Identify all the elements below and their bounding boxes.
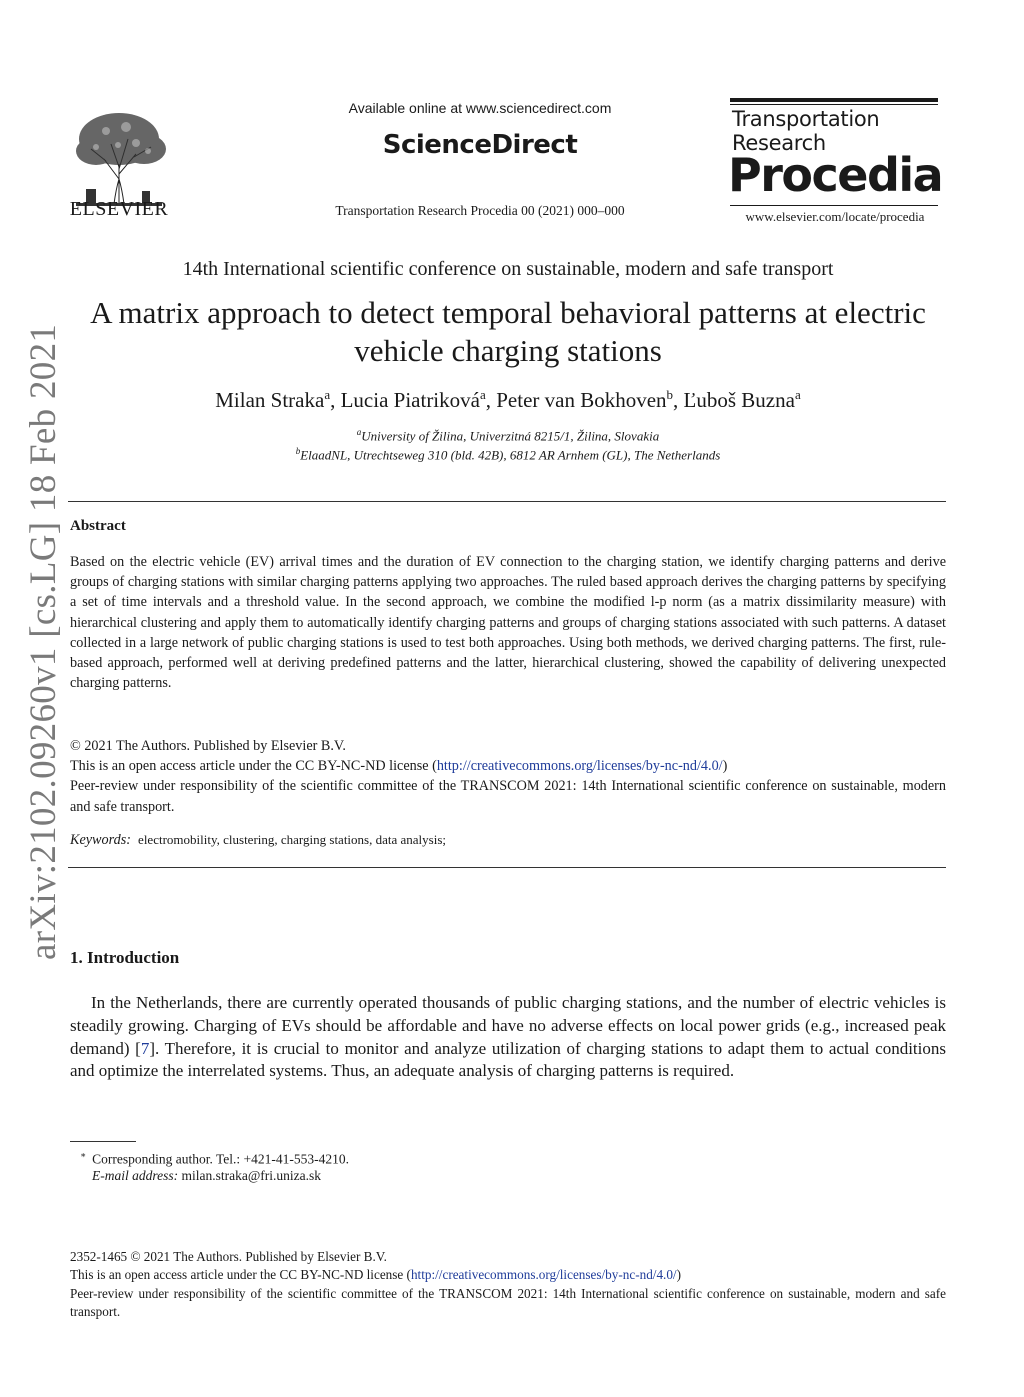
- citation-link[interactable]: 7: [140, 1038, 150, 1058]
- journal-url[interactable]: www.elsevier.com/locate/procedia: [745, 209, 925, 224]
- publisher-name: ELSEVIER: [69, 198, 169, 220]
- journal-citation-line: Transportation Research Procedia 00 (2021) 000–000: [335, 203, 625, 218]
- footnote-corresponding-text: Corresponding author. Tel.: +421-41-553-4210.: [92, 1151, 350, 1167]
- copyright-block: [70, 736, 946, 817]
- keywords-label: Keywords:: [70, 832, 131, 848]
- sciencedirect-logo: ScienceDirect: [382, 130, 578, 160]
- arxiv-side-stamp: arXiv:2102.09260v1 [cs.LG] 18 Feb 2021: [23, 323, 64, 960]
- email-label: E-mail address:: [92, 1168, 179, 1183]
- author-name: Peter van Bokhoven: [496, 388, 667, 412]
- author-affiliation-mark: a: [324, 387, 331, 402]
- affiliation-mark: b: [295, 446, 301, 456]
- license-link[interactable]: http://creativecommons.org/licenses/by-nc-nd/4.0/: [436, 758, 723, 775]
- footnote-email: [92, 1168, 321, 1184]
- keywords-values: electromobility, clustering, charging stations, data analysis;: [138, 832, 447, 847]
- keywords-line: [70, 832, 946, 849]
- affiliation-mark: a: [356, 427, 362, 437]
- email-address[interactable]: milan.straka@fri.uniza.sk: [181, 1168, 322, 1183]
- author-name: Lucia Piatriková: [340, 388, 480, 412]
- paper-title-line2: vehicle charging stations: [354, 333, 662, 368]
- author-list: Milan Straka$^a$, Lucia Piatriková$^a$, Peter van Bokhoven$^b$, Ľuboš Buzna$^a$: [215, 387, 801, 412]
- intro-text-part1: In the Netherlands, there are currently operated thousands of public charging stations, and the number of electric vehicles is steadily growing. Charging of EVs should be affordable and have no adverse effects on local power grids (e.g., increased peak demand) [: [70, 993, 946, 1058]
- issn-line: 2352-1465 © 2021 The Authors. Published by Elsevier B.V.: [70, 1249, 387, 1264]
- paper-title: [70, 294, 946, 370]
- bottom-license-suffix: ): [676, 1267, 682, 1283]
- license-prefix: This is an open access article under the CC BY-NC-ND license (: [70, 758, 437, 775]
- bottom-license-prefix: This is an open access article under the CC BY-NC-ND license (: [70, 1267, 411, 1283]
- journal-logo-line3: Procedia: [728, 148, 943, 202]
- abstract-body: Based on the electric vehicle (EV) arrival times and the duration of EV connection to the charging station, we identify charging patterns and derive groups of charging stations with similar charging patterns applying two approaches. The ruled based approach derives the charging patterns by specifying a set of time intervals and a threshold value. In the second approach, we combine the modified l-p norm (as a matrix dissimilarity measure) with hierarchical clustering and apply them to automatically identify charging patterns and groups of charging stations associated with such patterns. A dataset collected in a large network of public charging stations is used to test both approaches. Using both methods, we derived charging patterns. The first, rule-based approach, performed well at deriving predefined patterns and the latter, hierarchical clustering, showed the capability of delivering unexpected charging patterns.: [70, 554, 946, 692]
- author-name: Milan Straka: [215, 388, 325, 412]
- abstract-top-rule: [68, 501, 946, 502]
- author-affiliation-mark: a: [794, 387, 801, 402]
- intro-text-part2: ]. Therefore, it is crucial to monitor and analyze utilization of charging stations to adapt them to actual conditions and optimize the interrelated systems. Thus, an adequate analysis of charging patterns is required.: [70, 1038, 946, 1081]
- journal-logo-top-rule-thin: [730, 104, 938, 105]
- license-suffix: ): [722, 758, 728, 775]
- bottom-license-block: [70, 1248, 946, 1322]
- license-line: [70, 756, 946, 776]
- affiliation-text: University of Žilina, Univerzitná 8215/1, Žilina, Slovakia: [361, 428, 660, 444]
- affiliation-a: [70, 427, 946, 444]
- affiliation-text: ElaadNL, Utrechtseweg 310 (bld. 42B), 6812 AR Arnhem (GL), The Netherlands: [300, 447, 721, 463]
- introduction-paragraph: [70, 992, 946, 1083]
- journal-logo-bottom-rule: [730, 205, 938, 206]
- footnote-rule: [70, 1141, 136, 1142]
- bottom-license-link[interactable]: http://creativecommons.org/licenses/by-nc-nd/4.0/: [410, 1267, 677, 1283]
- journal-logo-line1: Transportation: [732, 107, 880, 131]
- abstract-bottom-rule: [68, 867, 946, 868]
- author-affiliation-mark: b: [666, 387, 674, 402]
- section-heading-introduction: 1. Introduction: [70, 948, 180, 967]
- copyright-line: © 2021 The Authors. Published by Elsevier B.V.: [70, 738, 346, 754]
- author-name: Ľuboš Buzna: [683, 388, 795, 412]
- affiliation-b: [70, 446, 946, 463]
- peer-review-line: Peer-review under responsibility of the scientific committee of the TRANSCOM 2021: 14th International scientific conference on sustainable, modern and safe transport.: [70, 778, 946, 815]
- footnote-corresponding: [80, 1150, 349, 1168]
- conference-name: 14th International scientific conference on sustainable, modern and safe transport: [182, 258, 834, 280]
- journal-logo-line2: Research: [732, 131, 826, 155]
- bottom-license-line: [70, 1266, 946, 1284]
- available-online-text: Available online at www.sciencedirect.com: [348, 100, 612, 116]
- footnote-mark: ∗: [80, 1150, 87, 1160]
- author-affiliation-mark: a: [479, 387, 486, 402]
- bottom-peer-review: Peer-review under responsibility of the scientific committee of the TRANSCOM 2021: 14th International scientific conference on sustainable, modern and safe transport.: [70, 1285, 946, 1320]
- journal-logo-top-rule: [730, 98, 938, 102]
- paper-title-line1: A matrix approach to detect temporal behavioral patterns at electric: [90, 295, 926, 330]
- abstract-heading: Abstract: [70, 518, 126, 534]
